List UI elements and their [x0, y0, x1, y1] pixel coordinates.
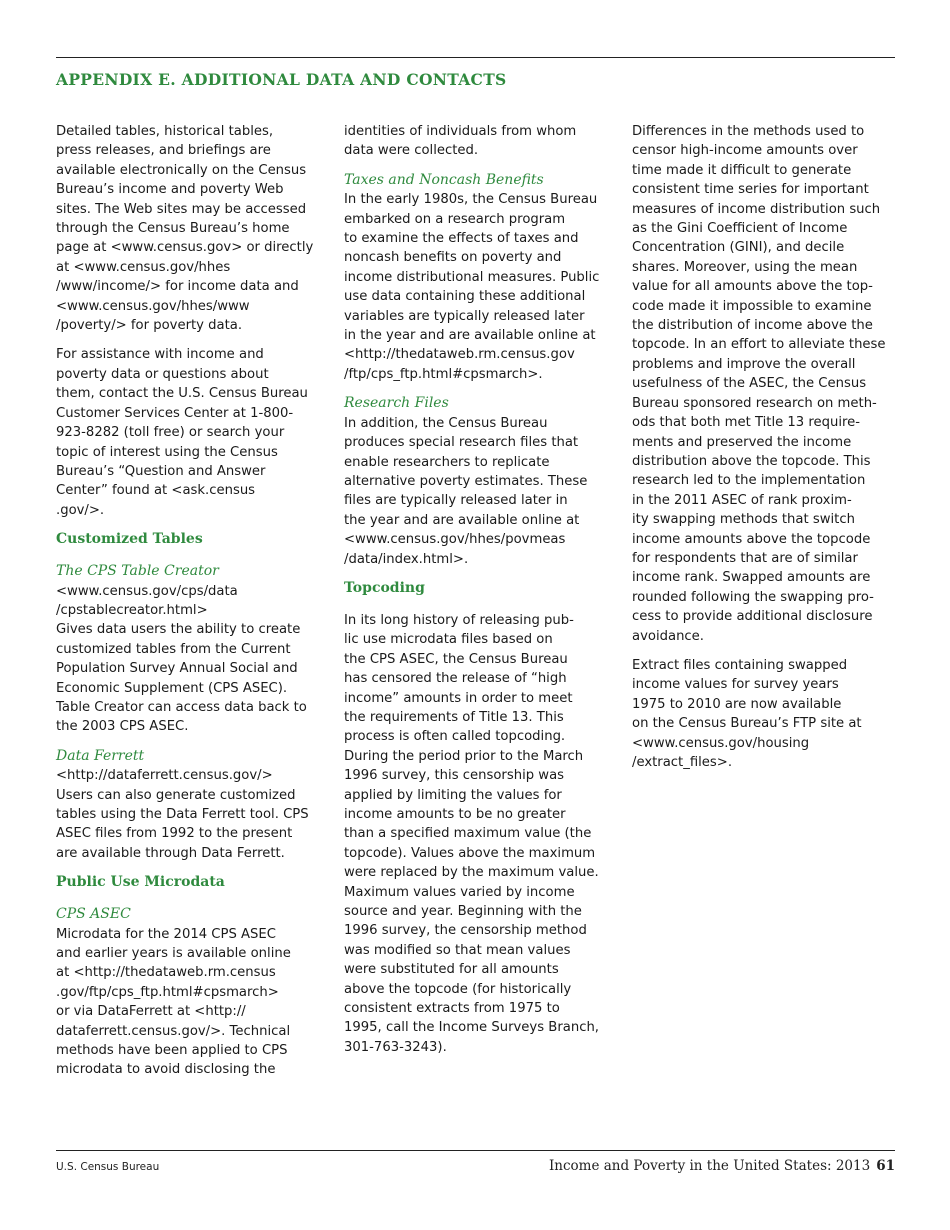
intro-paragraph: Detailed tables, historical tables, press releases, and briefings are available electronically on the Census Bureau’s income and poverty Web sites. The Web sites may be accessed through the Census Bureau’s home page at <www.census.gov> or directly at <www.census.gov/hhes /www/income/> for income data and <www.census.gov/hhes/www /poverty/> for poverty data. [56, 124, 314, 334]
footer-report [549, 1158, 895, 1174]
differences-paragraph: Differences in the methods used to censor high-income amounts over time made it difficult to generate consistent time series for important measures of income distribution such as the Gini Coefficient of Income Concentration (GINI), and decile shares. Moreover, using the mean value for all amounts above the top- code made it impossible to examine the distribution of income above the topcode. In an effort to alleviate these problems and improve the overall usefulness of the ASEC, the Census Bureau sponsored research on meth- ods that both met Title 13 require- ments and preserved the income distribution above the topcode. This research led to the implementation in the 2011 ASEC of rank proxim- ity swapping methods that switch income amounts above the topcode for respondents that are of similar income rank. Swapped amounts are rounded following the swapping pro- cess to provide additional disclosure avoidance. [632, 124, 886, 644]
public-use-microdata-heading: Public Use Microdata [56, 874, 225, 891]
header-rule [56, 57, 895, 58]
column-2 [344, 122, 609, 1067]
appendix-title: APPENDIX E. ADDITIONAL DATA AND CONTACTS [56, 70, 507, 89]
table-creator-paragraph: <www.census.gov/cps/data /cpstablecreator.html> Gives data users the ability to create customized tables from the Current Population Survey Annual Social and Economic Supplement (CPS ASEC). Table Creator can access data back to the 2003 CPS ASEC. [56, 583, 307, 735]
research-files-paragraph: In addition, the Census Bureau produces special research files that enable researchers to replicate alternative poverty estimates. These files are typically released later in the year and are available online at <www.census.gov/hhes/povmeas /data/index.html>. [344, 415, 588, 567]
footer-agency: U.S. Census Bureau [56, 1161, 160, 1173]
customized-tables-heading: Customized Tables [56, 531, 203, 548]
continued-paragraph: identities of individuals from whom data were collected. [344, 124, 577, 159]
cps-asec-heading: CPS ASEC [56, 906, 131, 923]
research-files-heading: Research Files [344, 395, 449, 412]
column-1 [56, 122, 321, 1090]
assistance-paragraph: For assistance with income and poverty data or questions about them, contact the U.S. Census Bureau Customer Services Center at 1-800- 923-8282 (toll free) or search your topic of interest using the Census Bureau’s “Question and Answer Center” found at <ask.census .gov/>. [56, 347, 308, 518]
topcoding-heading: Topcoding [344, 579, 425, 596]
footer-report-title: Income and Poverty in the United States: 2013 [548, 1158, 871, 1174]
table-creator-heading: The CPS Table Creator [56, 563, 219, 580]
topcoding-paragraph: In its long history of releasing pub- lic use microdata files based on the CPS ASEC, the Census Bureau has censored the release of “high income” amounts in order to meet the requirements of Title 13. This process is often called topcoding. During the period prior to the March 1996 survey, this censorship was applied by limiting the values for income amounts to be no greater than a specified maximum value (the topcode). Values above the maximum were replaced by the maximum value. Maximum values varied by income source and year. Beginning with the 1996 survey, the censorship method was modified so that mean values were substituted for all amounts above the topcode (for historically consistent extracts from 1975 to 1995, call the Income Surveys Branch, 301-763-3243). [344, 612, 599, 1055]
page-number: 61 [876, 1158, 895, 1174]
footer-rule [56, 1150, 895, 1151]
data-ferrett-heading: Data Ferrett [56, 747, 145, 764]
extract-files-paragraph: Extract files containing swapped income values for survey years 1975 to 2010 are now available on the Census Bureau’s FTP site at <www.census.gov/housing /extract_files>. [632, 657, 862, 770]
taxes-paragraph: In the early 1980s, the Census Bureau embarked on a research program to examine the effects of taxes and noncash benefits on poverty and income distributional measures. Public use data containing these additional variables are typically released later in the year and are available online at <http://thedataweb.rm.census.gov /ftp/cps_ftp.html#cpsmarch>. [344, 192, 600, 382]
column-3 [632, 122, 894, 782]
data-ferrett-paragraph: <http://dataferrett.census.gov/> Users can also generate customized tables using the Data Ferrett tool. CPS ASEC files from 1992 to the present are available through Data Ferrett. [56, 768, 309, 861]
taxes-heading: Taxes and Noncash Benefits [344, 171, 544, 188]
cps-asec-paragraph: Microdata for the 2014 CPS ASEC and earlier years is available online at <http://thedataweb.rm.census .gov/ftp/cps_ftp.html#cpsmarch> or via DataFerrett at <http:// dataferrett.census.gov/>. Technical methods have been applied to CPS microdata to avoid disclosing the [56, 926, 291, 1078]
